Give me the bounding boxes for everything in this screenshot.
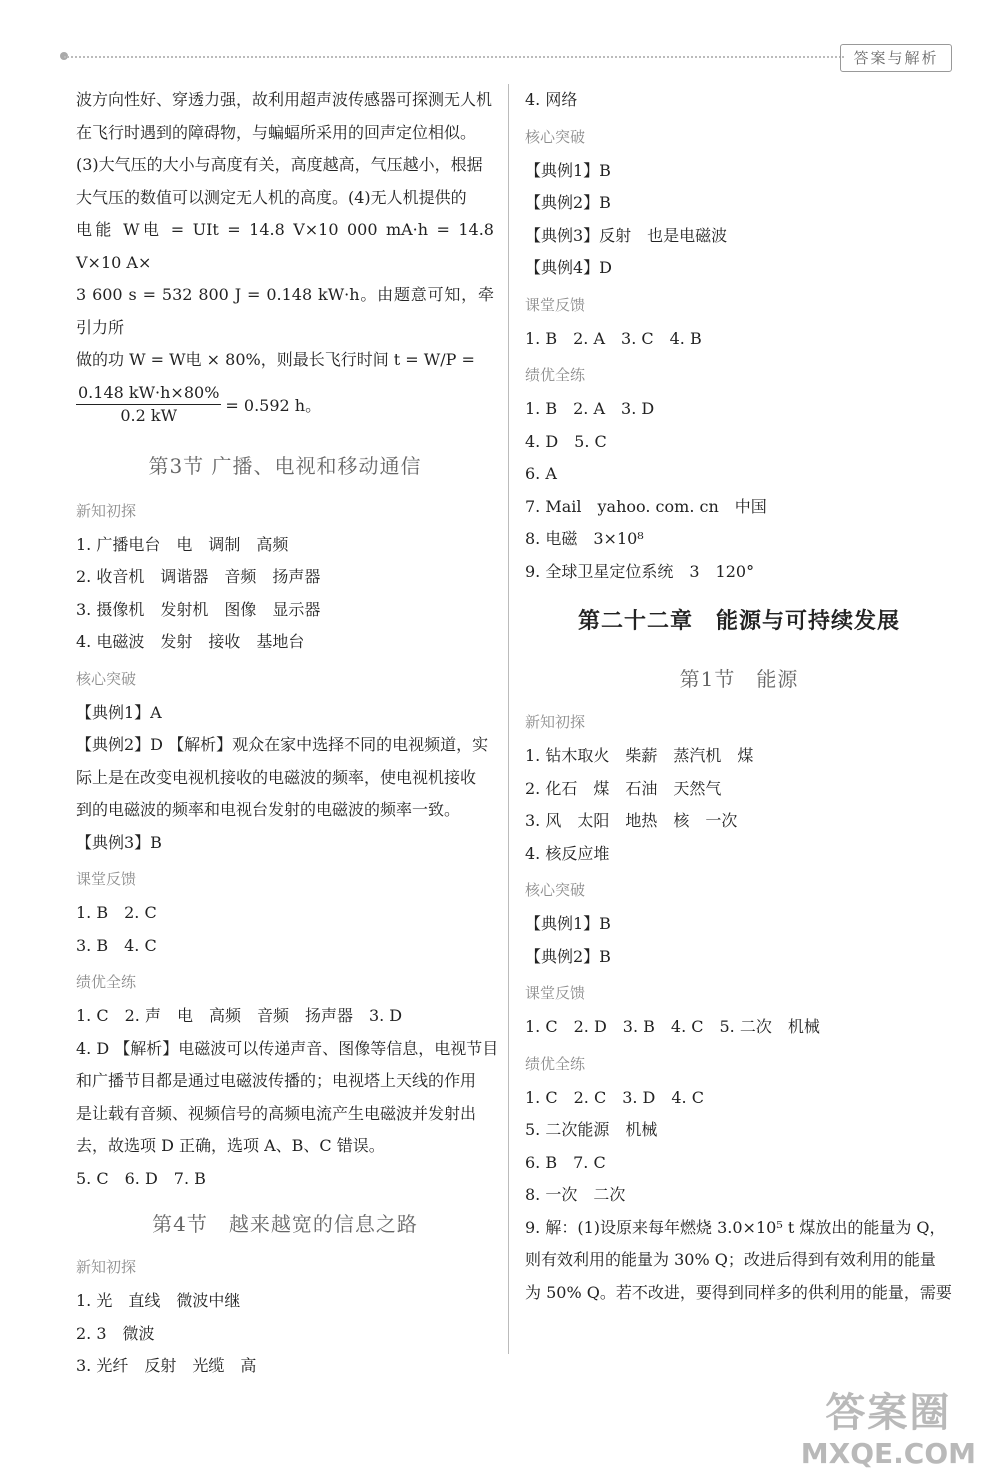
fraction-denominator: 0.2 kW (120, 406, 178, 425)
list-item: 【典例1】A (76, 702, 162, 722)
list-item: 1. 光 直线 微波中继 (76, 1291, 241, 1310)
s4-new-label: 新知初探 (76, 1258, 137, 1276)
list-item: 1. C 2. 声 电 高频 音频 扬声器 3. D (76, 1006, 403, 1025)
list-item: 7. Mail yahoo. com. cn 中国 (525, 496, 767, 516)
s3-core-label: 核心突破 (76, 669, 137, 688)
list-item: 1. 钻木取火 柴薪 蒸汽机 煤 (525, 746, 754, 765)
intro-line: 电能 W电 = UIt = 14.8 V×10 000 mA·h = 14.8 V×10 A× (76, 220, 494, 272)
list-item: 则有效利用的能量为 30% Q；改进后得到有效利用的能量 (525, 1250, 936, 1269)
list-item: 8. 一次 二次 (525, 1185, 626, 1204)
fraction-result: = 0.592 h。 (225, 396, 322, 415)
list-item: 1. B 2. A 3. D (525, 399, 655, 418)
list-item: 【典例3】B (76, 832, 162, 852)
section-4-title: 第4节 越来越宽的信息之路 (152, 1212, 418, 1236)
list-item: 【典例1】B (525, 160, 611, 180)
list-item: 1. C 2. C 3. D 4. C (525, 1087, 704, 1107)
section-1-title: 第1节 能源 (679, 667, 799, 691)
list-item: 5. C 6. D 7. B (76, 1168, 206, 1188)
intro-line: 在飞行时遇到的障碍物，与蝙蝠所采用的回声定位相似。 (76, 122, 477, 142)
c22-class-label: 课堂反馈 (525, 984, 586, 1002)
s3-class-label: 课堂反馈 (76, 870, 137, 888)
list-item: 2. 化石 煤 石油 天然气 (525, 778, 722, 798)
left-column (76, 84, 499, 1383)
list-item: 1. 广播电台 电 调制 高频 (76, 534, 289, 554)
section-3-title: 第3节 广播、电视和移动通信 (148, 453, 422, 478)
list-item: 8. 电磁 3×10⁸ (525, 529, 644, 548)
list-item: 到的电磁波的频率和电视台发射的电磁波的频率一致。 (76, 800, 461, 819)
header-badge: 答案与解析 (840, 44, 952, 72)
watermark (801, 1389, 976, 1471)
core-label: 核心突破 (525, 127, 586, 146)
list-item: 【典例2】B (525, 193, 611, 212)
c22-new-label: 新知初探 (525, 713, 586, 731)
column-divider (508, 84, 509, 1354)
list-item: 5. 二次能源 机械 (525, 1120, 658, 1139)
list-item: 3. 摄像机 发射机 图像 显示器 (76, 599, 321, 619)
list-item: 4. 核反应堆 (525, 843, 610, 863)
list-item: 是让载有音频、视频信号的高频电流产生电磁波并发射出 (76, 1103, 477, 1123)
intro-line: 3 600 s = 532 800 J = 0.148 kW·h。由题意可知，牵引力所 (76, 285, 494, 337)
right-column (525, 84, 953, 1309)
list-item: 1. C 2. D 3. B 4. C 5. 二次 机械 (525, 1017, 820, 1036)
class-label: 课堂反馈 (525, 295, 586, 314)
intro-line: 波方向性好、穿透力强，故利用超声波传感器可探测无人机 (76, 90, 493, 109)
s3-excel-label: 绩优全练 (76, 973, 137, 991)
c22-core-label: 核心突破 (525, 881, 586, 899)
chapter-title: 第二十二章 能源与可持续发展 (577, 609, 900, 634)
list-item: 9. 解：(1)设原来每年燃烧 3.0×10⁵ t 煤放出的能量为 Q， (525, 1217, 946, 1237)
list-item: 3. 光纤 反射 光缆 高 (76, 1356, 257, 1375)
list-item: 【典例4】D (525, 258, 613, 277)
list-item: 【典例3】反射 也是电磁波 (525, 225, 728, 245)
list-item: 6. A (525, 464, 557, 483)
list-item: 3. 风 太阳 地热 核 一次 (525, 811, 738, 830)
list-item: 4. D 5. C (525, 431, 607, 451)
list-item: 2. 3 微波 (76, 1323, 155, 1343)
list-item: 4. D 【解析】电磁波可以传递声音、图像等信息，电视节目 (76, 1038, 499, 1058)
intro-line: 大气压的数值可以测定无人机的高度。(4)无人机提供的 (76, 187, 467, 207)
list-item: 去，故选项 D 正确，选项 A、B、C 错误。 (76, 1136, 385, 1155)
list-item: 9. 全球卫星定位系统 3 120° (525, 561, 755, 581)
list-item: 2. 收音机 调谐器 音频 扬声器 (76, 567, 321, 586)
list-item: 和广播节目都是通过电磁波传播的；电视塔上天线的作用 (76, 1071, 477, 1090)
list-item: 6. B 7. C (525, 1152, 606, 1172)
list-item: 【典例2】B (525, 946, 611, 966)
fraction-line (76, 377, 494, 433)
watermark-url: MXQE.COM (800, 1437, 976, 1470)
intro-line: 做的功 W = W电 × 80%，则最长飞行时间 t = W/P = (76, 350, 475, 369)
header-rule (64, 56, 844, 58)
list-item: 1. B 2. C (76, 903, 157, 922)
list-item: 【典例1】B (525, 914, 611, 933)
fraction (76, 382, 221, 427)
list-item: 1. B 2. A 3. C 4. B (525, 328, 702, 348)
c22-excel-label: 绩优全练 (525, 1054, 586, 1073)
watermark-logo-text: 答案圈 (825, 1390, 952, 1436)
list-item: 3. B 4. C (76, 935, 157, 955)
list-item: 际上是在改变电视机接收的电磁波的频率，使电视机接收 (76, 767, 477, 787)
fraction-numerator: 0.148 kW·h×80% (76, 382, 221, 405)
list-item: 【典例2】D 【解析】观众在家中选择不同的电视频道，实 (76, 735, 489, 754)
list-item: 为 50% Q。若不改进，要得到同样多的供利用的能量，需要 (525, 1282, 952, 1302)
intro-line: (3)大气压的大小与高度有关，高度越高，气压越小，根据 (76, 155, 483, 174)
list-item: 4. 网络 (525, 90, 578, 109)
s3-new-label: 新知初探 (76, 501, 137, 520)
list-item: 4. 电磁波 发射 接收 基地台 (76, 632, 305, 651)
excel-label: 绩优全练 (525, 366, 586, 384)
